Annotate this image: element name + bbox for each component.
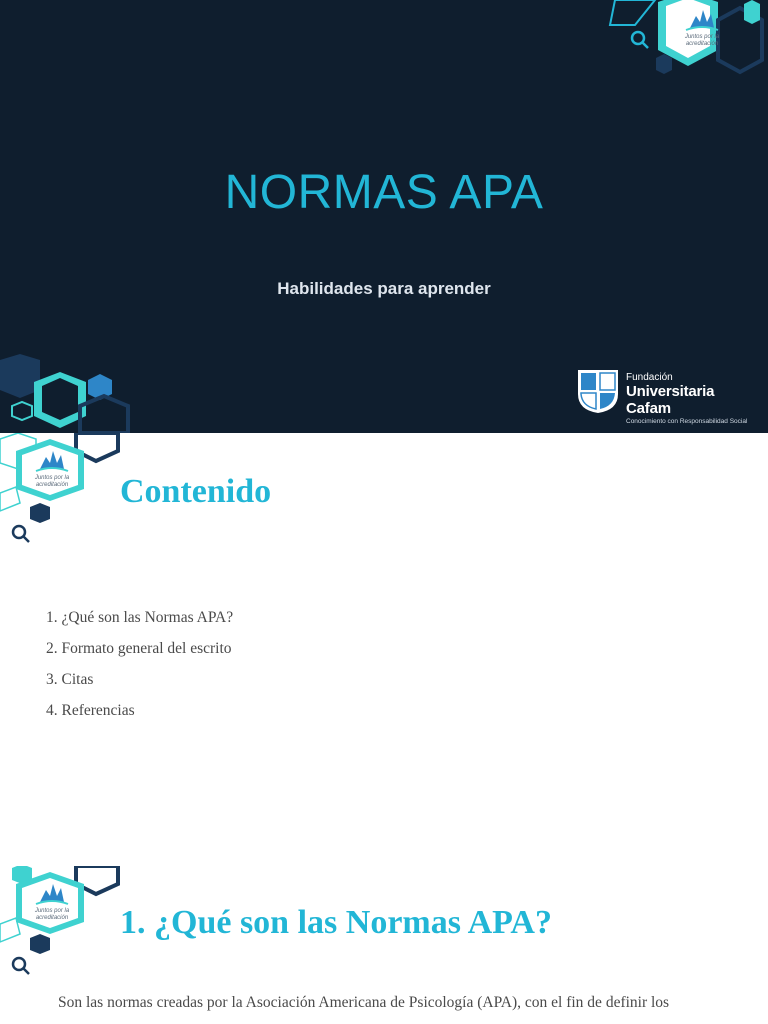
logo-line-name: Universitaria Cafam — [626, 383, 715, 417]
badge-text-line-2: acreditación — [35, 915, 69, 921]
hexagon-decoration-bottom — [0, 350, 140, 433]
body-paragraph: Son las normas creadas por la Asociación Americana de Psicología (APA), con el fin de definir los — [58, 994, 670, 1011]
logo-line-tagline: Conocimiento con Responsabilidad Social — [626, 418, 748, 425]
badge-text-line-1: Juntos por la — [684, 34, 720, 40]
cafam-logo — [576, 368, 762, 425]
slide-contents — [0, 433, 768, 866]
badge-text-line-1: Juntos por la — [34, 908, 70, 914]
badge-icon — [26, 878, 78, 928]
slide-que-son — [0, 866, 768, 1024]
list-item: 1. ¿Qué son las Normas APA? — [46, 609, 234, 626]
list-item: 3. Citas — [46, 671, 94, 688]
cafam-shield-icon — [576, 368, 620, 414]
presentation-title: NORMAS APA — [224, 166, 544, 219]
presentation-subtitle: Habilidades para aprender — [277, 279, 491, 298]
list-item: 2. Formato general del escrito — [46, 640, 232, 657]
badge-text-line-2: acreditación — [35, 482, 69, 488]
badge-text-line-1: Juntos por la — [34, 475, 70, 481]
logo-line-fundacion: Fundación — [626, 372, 673, 383]
badge-icon — [676, 2, 728, 52]
badge-text-line-2: acreditación — [685, 41, 719, 47]
slide-title — [0, 0, 768, 433]
contents-title: Contenido — [120, 473, 272, 510]
badge-icon — [26, 445, 78, 495]
section-title: 1. ¿Qué son las Normas APA? — [120, 904, 552, 941]
contents-list — [46, 607, 233, 731]
list-item: 4. Referencias — [46, 702, 135, 719]
